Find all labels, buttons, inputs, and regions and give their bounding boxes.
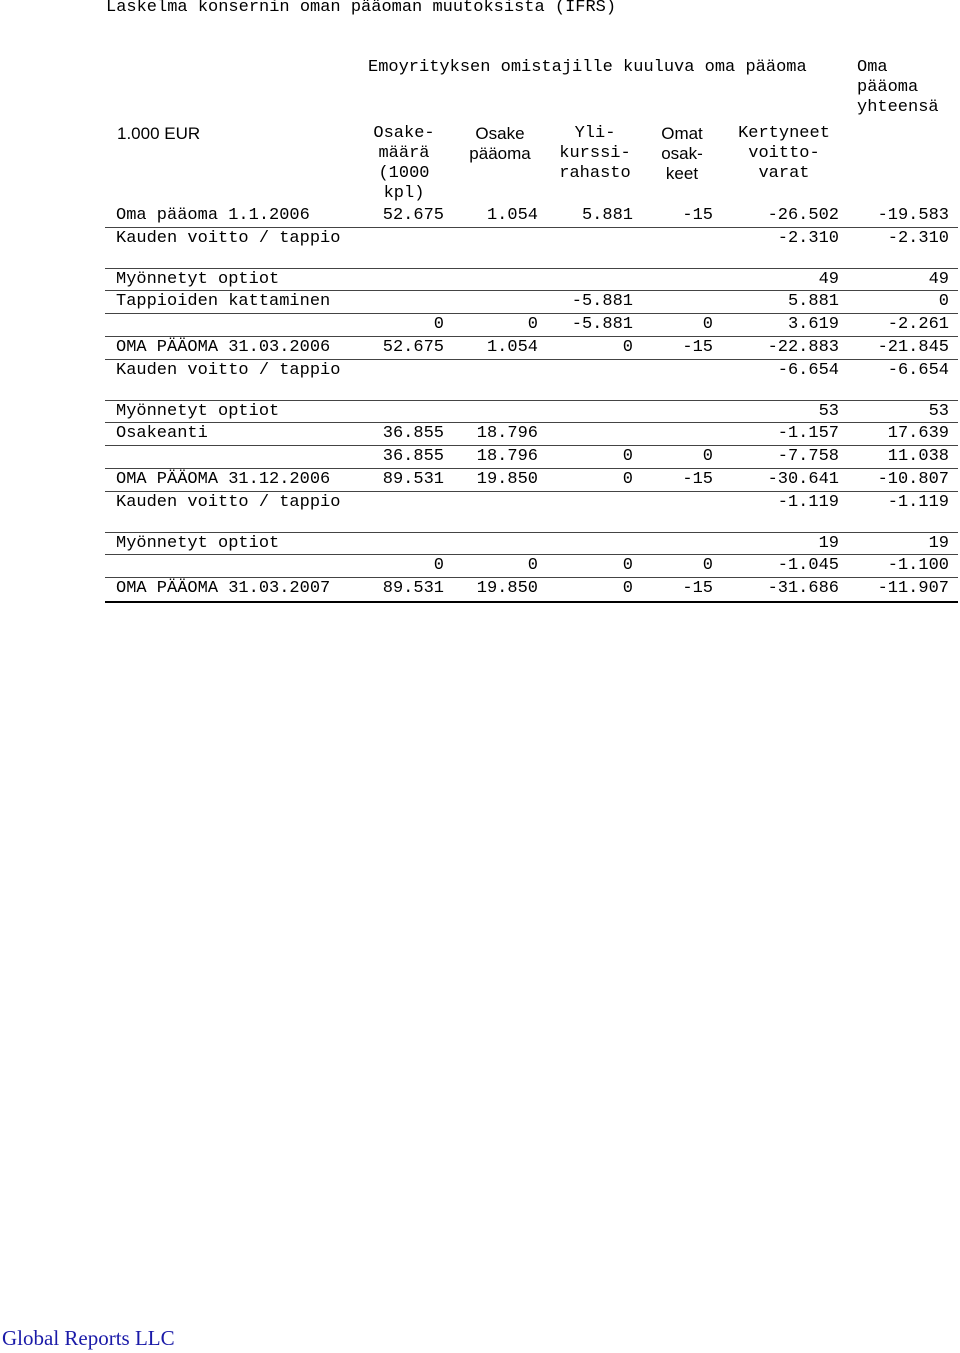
row-value: -1.119 — [887, 493, 949, 512]
row-value: -15 — [682, 579, 713, 598]
row-value: 1.054 — [486, 206, 538, 225]
column-header-line: kurssi- — [559, 144, 631, 163]
column-header-line: varat — [758, 164, 810, 183]
row-value: 52.675 — [382, 206, 444, 225]
row-label: Kauden voitto / tappio — [116, 361, 341, 380]
row-value: -10.807 — [877, 470, 949, 489]
row-value: 0 — [702, 315, 713, 334]
table-row — [105, 423, 958, 446]
row-value: 19.850 — [476, 579, 538, 598]
table-row — [105, 555, 958, 578]
row-value: 0 — [433, 315, 444, 334]
row-value: 0 — [622, 470, 633, 489]
column-header-line: osak- — [661, 144, 703, 163]
table-row — [105, 269, 958, 291]
row-label: OMA PÄÄOMA 31.12.2006 — [116, 470, 331, 489]
row-value: 0 — [527, 556, 538, 575]
row-value: 49 — [928, 270, 949, 289]
column-header-line: Yli- — [574, 124, 616, 143]
row-value: 0 — [433, 556, 444, 575]
row-value: -1.119 — [777, 493, 839, 512]
table-row — [105, 492, 958, 533]
row-value: -15 — [682, 338, 713, 357]
table-row — [105, 291, 958, 314]
table-row — [105, 314, 958, 337]
row-value: 18.796 — [476, 424, 538, 443]
row-value: -19.583 — [877, 206, 949, 225]
row-label: Osakeanti — [116, 424, 208, 443]
table-row — [105, 533, 958, 555]
row-value: 53 — [818, 402, 839, 421]
column-header-line: Osake — [475, 124, 525, 143]
row-value: 89.531 — [382, 470, 444, 489]
table-row — [105, 360, 958, 401]
row-value: 11.038 — [887, 447, 949, 466]
row-value: -26.502 — [767, 206, 839, 225]
row-value: 36.855 — [382, 424, 444, 443]
row-value: -7.758 — [777, 447, 839, 466]
row-value: -21.845 — [877, 338, 949, 357]
column-header-line: pääoma — [469, 144, 531, 163]
row-label: Kauden voitto / tappio — [116, 229, 341, 248]
table-row — [105, 578, 958, 603]
row-value: 89.531 — [382, 579, 444, 598]
column-header-line: kpl) — [383, 184, 425, 203]
row-value: 53 — [928, 402, 949, 421]
row-label: Myönnetyt optiot — [116, 270, 280, 289]
row-value: -1.045 — [777, 556, 839, 575]
row-value: 49 — [818, 270, 839, 289]
total-header-line: pääoma — [857, 78, 919, 97]
equity-table — [105, 205, 958, 603]
column-header-line: voitto- — [748, 144, 820, 163]
row-value: -2.310 — [777, 229, 839, 248]
row-value: -2.310 — [887, 229, 949, 248]
row-value: 18.796 — [476, 447, 538, 466]
row-value: 0 — [702, 556, 713, 575]
row-value: -1.157 — [777, 424, 839, 443]
row-value: -30.641 — [767, 470, 839, 489]
row-value: 1.054 — [486, 338, 538, 357]
table-row — [105, 205, 958, 228]
row-value: -1.100 — [887, 556, 949, 575]
row-label: Kauden voitto / tappio — [116, 493, 341, 512]
row-value: 19 — [818, 534, 839, 553]
row-value: 3.619 — [787, 315, 839, 334]
row-label: Myönnetyt optiot — [116, 534, 280, 553]
row-value: 17.639 — [887, 424, 949, 443]
row-value: 36.855 — [382, 447, 444, 466]
row-value: -6.654 — [887, 361, 949, 380]
column-header-line: Osake- — [373, 124, 435, 143]
table-row — [105, 446, 958, 469]
row-value: -22.883 — [767, 338, 839, 357]
row-value: 0 — [938, 292, 949, 311]
row-value: 19.850 — [476, 470, 538, 489]
column-header-line: rahasto — [559, 164, 631, 183]
row-label: Tappioiden kattaminen — [116, 292, 331, 311]
row-value: 0 — [622, 579, 633, 598]
row-value: -15 — [682, 206, 713, 225]
table-row — [105, 337, 958, 360]
row-value: 0 — [622, 447, 633, 466]
column-header-line: määrä — [378, 144, 430, 163]
column-header-line: Kertyneet — [738, 124, 830, 143]
total-column-header — [857, 58, 939, 118]
table-row — [105, 228, 958, 269]
column-header-line: Omat — [661, 124, 703, 143]
total-header-line: Oma — [857, 58, 888, 77]
row-label: OMA PÄÄOMA 31.03.2007 — [116, 579, 331, 598]
column-header-line: keet — [665, 164, 699, 183]
row-label: Myönnetyt optiot — [116, 402, 280, 421]
row-value: 5.881 — [581, 206, 633, 225]
unit-label: 1.000 EUR — [117, 124, 201, 143]
row-value: 19 — [928, 534, 949, 553]
row-value: -2.261 — [887, 315, 949, 334]
table-row — [105, 469, 958, 492]
row-value: 0 — [527, 315, 538, 334]
row-value: -6.654 — [777, 361, 839, 380]
row-value: 5.881 — [787, 292, 839, 311]
total-header-line: yhteensä — [857, 98, 939, 117]
row-value: -5.881 — [571, 292, 633, 311]
table-row — [105, 401, 958, 423]
column-header-line: (1000 — [378, 164, 430, 183]
row-value: 0 — [622, 556, 633, 575]
row-label: OMA PÄÄOMA 31.03.2006 — [116, 338, 331, 357]
row-value: 52.675 — [382, 338, 444, 357]
page-title: Laskelma konsernin oman pääoman muutoksista (IFRS) — [106, 0, 617, 17]
row-value: 0 — [622, 338, 633, 357]
row-value: -11.907 — [877, 579, 949, 598]
row-value: -15 — [682, 470, 713, 489]
row-value: -5.881 — [571, 315, 633, 334]
group-header: Emoyrityksen omistajille kuuluva oma pääoma — [368, 58, 807, 77]
column-header-retained — [724, 124, 844, 184]
row-value: -31.686 — [767, 579, 839, 598]
row-label: Oma pääoma 1.1.2006 — [116, 206, 310, 225]
footer-brand: Global Reports LLC — [2, 1326, 175, 1350]
row-value: 0 — [702, 447, 713, 466]
